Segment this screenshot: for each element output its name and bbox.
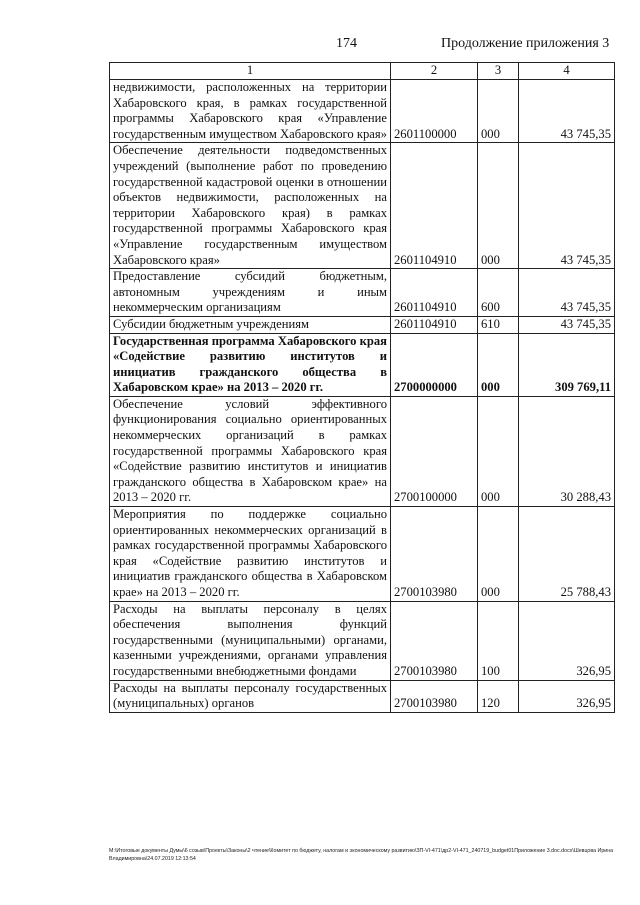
row-sum-cell: 43 745,35 xyxy=(519,143,615,269)
row-sum-cell: 309 769,11 xyxy=(519,333,615,396)
table-row xyxy=(110,269,615,317)
row-code-cell: 2700103980 xyxy=(391,680,478,712)
row-sum-cell: 326,95 xyxy=(519,601,615,680)
row-code-cell: 2700100000 xyxy=(391,396,478,506)
document-file-path-footer: M:\Итоговые документы Думы\6 созыв\Проекты\Законы\2 чтение\Комитет по бюджету, налогам и экономическому развитию\ЗП-VI-471\др2-VI-471_240719_budget01Приложение 3.doc.docx\Шевцова Ирина Владимировна\24.07.2019 12:13:54 xyxy=(109,848,614,862)
table-row xyxy=(110,143,615,269)
table-row xyxy=(110,80,615,143)
row-type-cell: 000 xyxy=(478,80,519,143)
row-sum-cell: 43 745,35 xyxy=(519,80,615,143)
row-sum-cell: 30 288,43 xyxy=(519,396,615,506)
row-type-cell: 610 xyxy=(478,316,519,333)
row-name-cell: Расходы на выплаты персоналу государственных (муниципальных) органов xyxy=(110,680,391,712)
row-code-cell: 2601100000 xyxy=(391,80,478,143)
row-name-cell: Мероприятия по поддержке социально ориентированных некоммерческих организаций в рамках государственной программы Хабаровского края «Содействие развитию институтов и инициатив гражданского общества в Хабаровском крае» на 2013 – 2020 гг. xyxy=(110,507,391,602)
table-row xyxy=(110,316,615,333)
row-code-cell: 2700000000 xyxy=(391,333,478,396)
row-sum-cell: 326,95 xyxy=(519,680,615,712)
table-row xyxy=(110,601,615,680)
table-header-row xyxy=(110,63,615,80)
row-type-cell: 600 xyxy=(478,269,519,317)
row-name-cell: Обеспечение условий эффективного функционирования социально ориентированных некоммерческих организаций в рамках государственной программы Хабаровского края «Содействие развитию институтов и инициатив гражданского общества в Хабаровском крае» на 2013 – 2020 гг. xyxy=(110,396,391,506)
row-type-cell: 000 xyxy=(478,396,519,506)
budget-table xyxy=(109,62,615,713)
column-header-code: 2 xyxy=(391,63,478,80)
row-code-cell: 2601104910 xyxy=(391,316,478,333)
table-row xyxy=(110,396,615,506)
appendix-continuation-header: Продолжение приложения 3 xyxy=(441,36,610,51)
table-row xyxy=(110,507,615,602)
table-row xyxy=(110,680,615,712)
row-type-cell: 000 xyxy=(478,143,519,269)
row-sum-cell: 25 788,43 xyxy=(519,507,615,602)
row-sum-cell: 43 745,35 xyxy=(519,269,615,317)
row-name-cell: Обеспечение деятельности подведомственных учреждений (выполнение работ по проведению государственной кадастровой оценки в отношении объектов недвижимости, расположенных на территории Хабаровского края) в рамках государственной программы Хабаровского края «Управление государственным имуществом Хабаровского края» xyxy=(110,143,391,269)
row-type-cell: 120 xyxy=(478,680,519,712)
row-code-cell: 2700103980 xyxy=(391,507,478,602)
row-code-cell: 2601104910 xyxy=(391,143,478,269)
row-name-cell: Предоставление субсидий бюджетным, автономным учреждениям и иным некоммерческим организациям xyxy=(110,269,391,317)
row-type-cell: 000 xyxy=(478,507,519,602)
row-type-cell: 100 xyxy=(478,601,519,680)
row-name-cell: Расходы на выплаты персоналу в целях обеспечения выполнения функций государственными (муниципальными) органами, казенными учреждениями, органами управления государственными внебюджетными фондами xyxy=(110,601,391,680)
row-code-cell: 2700103980 xyxy=(391,601,478,680)
row-name-cell: Государственная программа Хабаровского края «Содействие развитию институтов и инициатив гражданского общества в Хабаровском крае» на 2013 – 2020 гг. xyxy=(110,333,391,396)
column-header-type: 3 xyxy=(478,63,519,80)
row-name-cell: недвижимости, расположенных на территории Хабаровского края, в рамках государственной программы Хабаровского края «Управление государственным имуществом Хабаровского края» xyxy=(110,80,391,143)
column-header-sum: 4 xyxy=(519,63,615,80)
table-row xyxy=(110,333,615,396)
page-number: 174 xyxy=(336,36,357,51)
row-name-cell: Субсидии бюджетным учреждениям xyxy=(110,316,391,333)
row-code-cell: 2601104910 xyxy=(391,269,478,317)
column-header-name: 1 xyxy=(110,63,391,80)
row-sum-cell: 43 745,35 xyxy=(519,316,615,333)
row-type-cell: 000 xyxy=(478,333,519,396)
